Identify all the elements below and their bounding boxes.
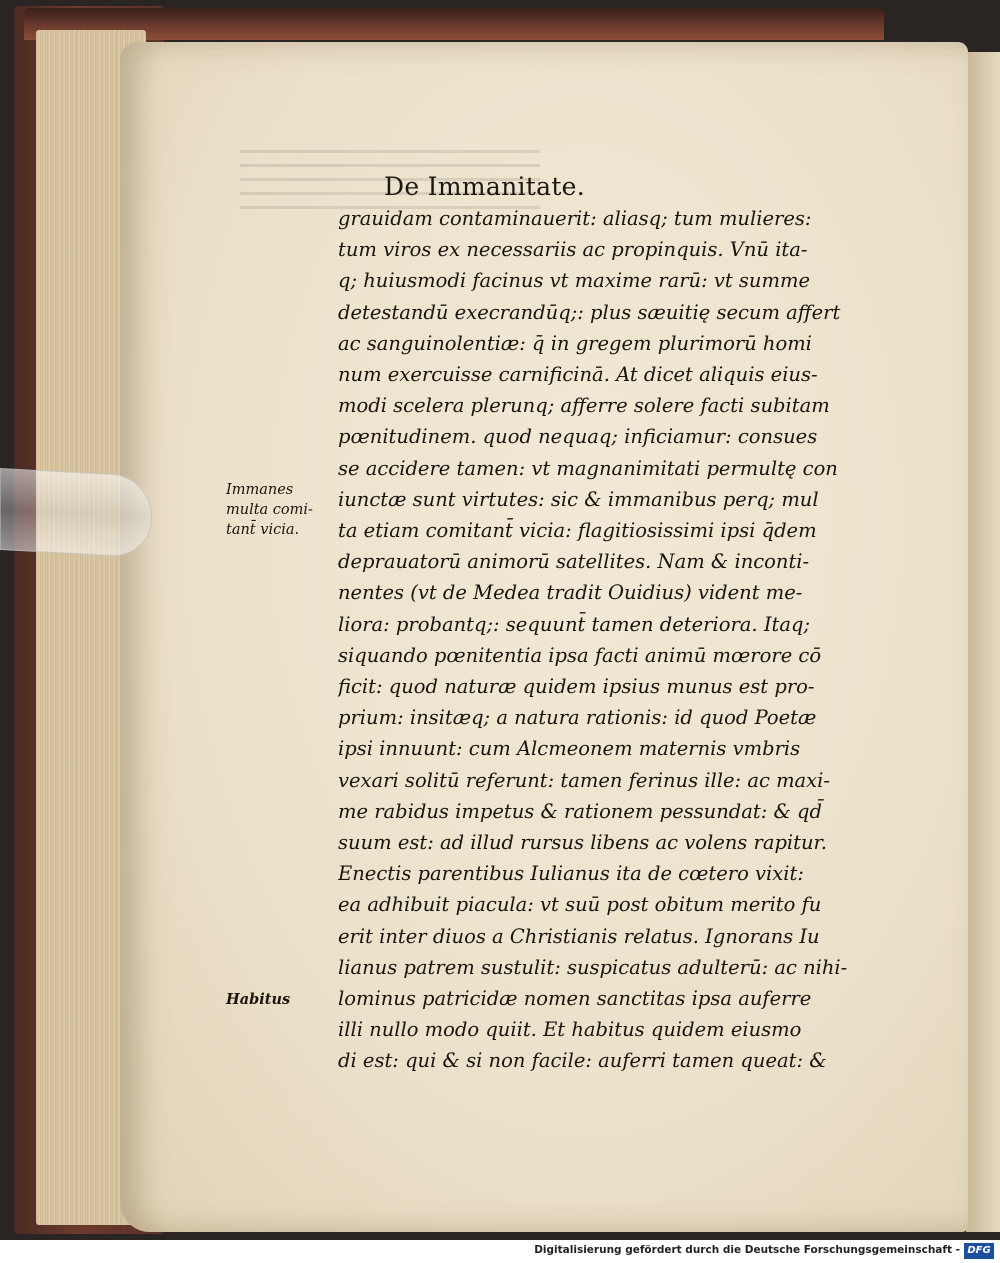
text-line: q; huiusmodi facinus vt maxime rarū: vt summe <box>338 269 811 293</box>
book-top-edge <box>24 8 884 40</box>
glass-page-weight <box>0 468 152 558</box>
text-line: suum est: ad illud rursus libens ac volens rapitur. <box>338 831 827 855</box>
footer-bar <box>0 1240 1000 1263</box>
funding-credit: Digitalisierung gefördert durch die Deutsche Forschungsgemeinschaft - <box>534 1244 960 1256</box>
text-line: nentes (vt de Medea tradit Ouidius) vident me- <box>338 581 803 605</box>
text-line: me rabidus impetus & rationem pessundat: & qd̄ <box>338 799 822 823</box>
margin-note-line: multa comi- <box>226 502 313 518</box>
margin-note-immanes <box>226 480 336 540</box>
margin-note-line: Immanes <box>226 482 294 498</box>
text-line: ea adhibuit piacula: vt suū post obitum merito fu <box>338 893 822 917</box>
margin-note-line: Habitus <box>226 991 291 1008</box>
text-line: detestandū execrandūq;: plus sæuitię secum affert <box>338 300 841 324</box>
text-line: se accidere tamen: vt magnanimitati permultę con <box>338 456 838 480</box>
text-line: ta etiam comitant̄ vicia: flagitiosissimi ipsi q̄dem <box>338 519 817 543</box>
text-line: siquando pœnitentia ipsa facti animū mœrore cō <box>338 643 822 667</box>
facing-page <box>966 52 1000 1232</box>
text-line: erit inter diuos a Christianis relatus. Ignorans Iu <box>338 924 820 948</box>
body-text <box>338 203 858 1077</box>
text-line: tum viros ex necessariis ac propinquis. Vnū ita- <box>338 238 808 262</box>
text-line: deprauatorū animorū satellites. Nam & inconti- <box>338 550 810 574</box>
text-line: ac sanguinolentiæ: q̄ in gregem plurimorū homi <box>338 331 812 355</box>
text-line: di est: qui & si non facile: auferri tamen queat: & <box>338 1049 827 1073</box>
text-line: lominus patricidæ nomen sanctitas ipsa auferre <box>338 987 812 1011</box>
text-line: iunctæ sunt virtutes: sic & immanibus perq; mul <box>338 487 819 511</box>
page-heading: De Immanitate. <box>384 172 586 201</box>
text-line: Enectis parentibus Iulianus ita de cœtero vixit: <box>338 862 804 886</box>
text-line: modi scelera plerunq; afferre solere facti subitam <box>338 394 830 418</box>
text-line: num exercuisse carnificinā. At dicet aliquis eius- <box>338 363 818 387</box>
text-line: liora: probantq;: sequunt̄ tamen deteriora. Itaq; <box>338 612 811 636</box>
text-line: pœnitudinem. quod nequaq; inficiamur: consues <box>338 425 818 449</box>
text-line: ipsi innuunt: cum Alcmeonem maternis vmbris <box>338 737 801 761</box>
dfg-logo[interactable]: DFG <box>964 1243 994 1259</box>
text-line: prium: insitæq; a natura rationis: id quod Poetæ <box>338 706 817 730</box>
text-line: lianus patrem sustulit: suspicatus adulterū: ac nihi- <box>338 955 848 979</box>
text-line: vexari solitū referunt: tamen ferinus ille: ac maxi- <box>338 768 831 792</box>
text-line: grauidam contaminauerit: aliasq; tum mulieres: <box>338 207 812 230</box>
text-line: illi nullo modo quiit. Et habitus quidem eiusmo <box>338 1018 802 1042</box>
margin-note-habitus <box>226 990 336 1010</box>
text-line: ficit: quod naturæ quidem ipsius munus est pro- <box>338 675 815 699</box>
margin-note-line: tant̄ vicia. <box>226 522 300 538</box>
